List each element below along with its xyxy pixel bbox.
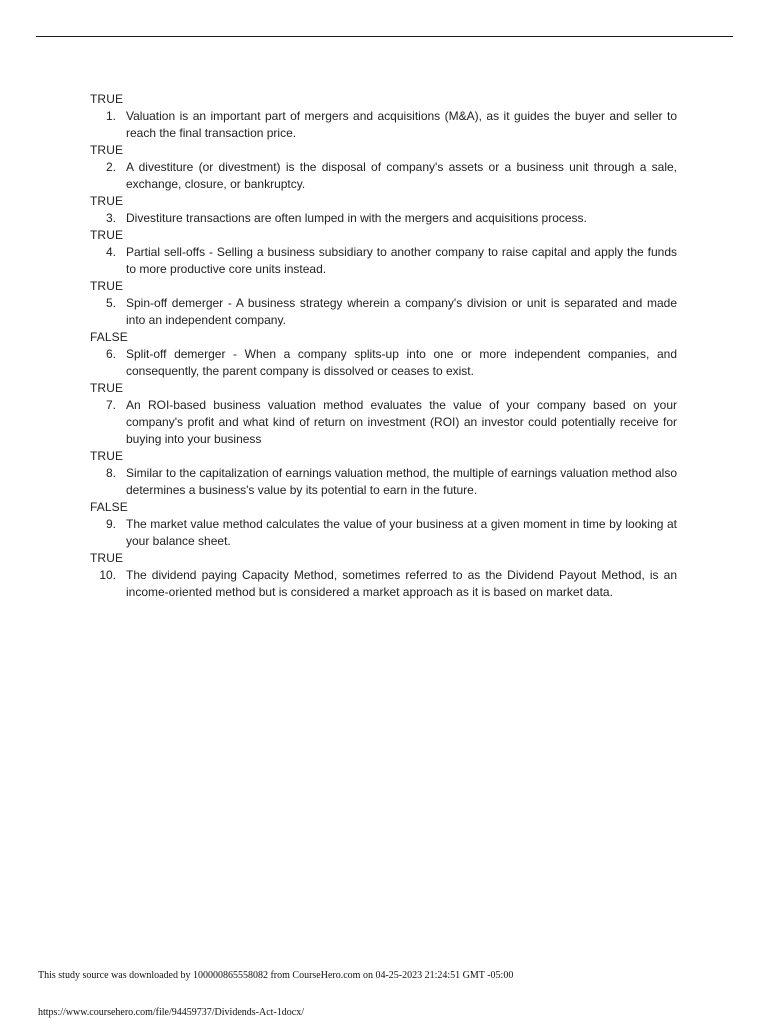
answer-label: FALSE	[90, 500, 128, 514]
question-text: Partial sell-offs - Selling a business subsidiary to another company to raise capital and apply the funds to more productive core units instead.	[126, 245, 677, 276]
answer-list	[90, 91, 677, 601]
answer-label: TRUE	[90, 449, 124, 463]
list-item	[90, 278, 677, 329]
question-row	[90, 108, 677, 142]
question-row	[90, 295, 677, 329]
list-item	[90, 448, 677, 499]
answer-label: TRUE	[90, 551, 124, 565]
list-item	[90, 193, 677, 227]
question-row	[90, 210, 677, 227]
question-row	[90, 397, 677, 448]
list-item	[90, 380, 677, 448]
question-text: An ROI-based business valuation method evaluates the value of your company based on your company's profit and what kind of return on investment (ROI) an investor could potentially receive for buying into your business	[126, 398, 677, 446]
question-text: The market value method calculates the value of your business at a given moment in time by looking at your balance sheet.	[126, 517, 677, 548]
list-item	[90, 499, 677, 550]
answer-label: TRUE	[90, 228, 124, 242]
question-number: 1.	[105, 109, 116, 123]
question-row	[90, 567, 677, 601]
header-divider	[36, 36, 733, 37]
answer-label: TRUE	[90, 194, 124, 208]
list-item	[90, 550, 677, 601]
question-row	[90, 346, 677, 380]
question-number: 7.	[105, 398, 116, 412]
question-number: 5.	[105, 296, 116, 310]
list-item	[90, 142, 677, 193]
answer-label: TRUE	[90, 143, 124, 157]
question-text: The dividend paying Capacity Method, sometimes referred to as the Dividend Payout Method, is an income-oriented method but is considered a market approach as it is based on market data.	[126, 568, 677, 599]
answer-label: FALSE	[90, 330, 128, 344]
question-number: 8.	[105, 466, 116, 480]
answer-label: TRUE	[90, 92, 124, 106]
question-text: Valuation is an important part of mergers and acquisitions (M&A), as it guides the buyer and seller to reach the final transaction price.	[126, 109, 677, 140]
question-row	[90, 244, 677, 278]
question-number: 4.	[105, 245, 116, 259]
list-item	[90, 91, 677, 142]
question-number: 10.	[99, 568, 116, 582]
list-item	[90, 329, 677, 380]
question-text: Split-off demerger - When a company splits-up into one or more independent companies, and consequently, the parent company is dissolved or ceases to exist.	[126, 347, 677, 378]
question-text: A divestiture (or divestment) is the disposal of company's assets or a business unit through a sale, exchange, closure, or bankruptcy.	[126, 160, 677, 191]
answer-label: TRUE	[90, 279, 124, 293]
question-row	[90, 516, 677, 550]
question-number: 2.	[105, 160, 116, 174]
list-item	[90, 227, 677, 278]
source-url: https://www.coursehero.com/file/94459737/Dividends-Act-1docx/	[38, 1007, 304, 1018]
answer-label: TRUE	[90, 381, 124, 395]
question-row	[90, 159, 677, 193]
question-row	[90, 465, 677, 499]
question-number: 6.	[105, 347, 116, 361]
download-notice: This study source was downloaded by 100000865558082 from CourseHero.com on 04-25-2023 21:24:51 GMT -05:00	[38, 970, 514, 981]
question-number: 3.	[105, 211, 116, 225]
question-number: 9.	[105, 517, 116, 531]
question-text: Similar to the capitalization of earnings valuation method, the multiple of earnings valuation method also determines a business's value by its potential to earn in the future.	[126, 466, 677, 497]
question-text: Divestiture transactions are often lumped in with the mergers and acquisitions process.	[126, 211, 587, 225]
question-text: Spin-off demerger - A business strategy wherein a company's division or unit is separated and made into an independent company.	[126, 296, 677, 327]
